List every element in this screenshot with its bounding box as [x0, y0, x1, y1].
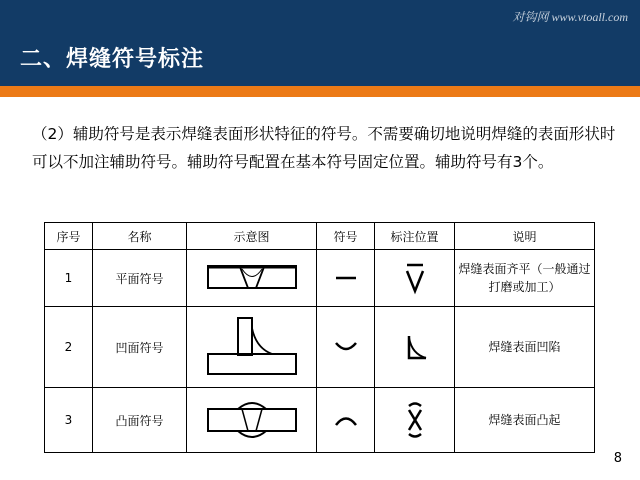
header-description: 说明 — [455, 223, 595, 250]
convex-symbol-position — [375, 388, 455, 453]
flat-weld-diagram-icon — [204, 258, 300, 298]
concave-weld-diagram — [187, 307, 317, 388]
table-row — [45, 307, 595, 388]
convex-weld-diagram-icon — [204, 397, 300, 443]
row-index: 1 — [45, 250, 93, 307]
row-description: 焊缝表面齐平（一般通过打磨或加工） — [455, 250, 595, 307]
accent-bar — [0, 86, 640, 97]
concave-weld-symbol — [317, 307, 375, 388]
convex-symbol-icon — [331, 410, 361, 430]
page-number: 8 — [613, 451, 622, 466]
row-name: 凹面符号 — [93, 307, 187, 388]
flat-weld-symbol — [317, 250, 375, 307]
table-row — [45, 250, 595, 307]
body-paragraph: （2）辅助符号是表示焊缝表面形状特征的符号。不需要确切地说明焊缝的表面形状时可以不加注辅助符号。辅助符号配置在基本符号固定位置。辅助符号有3个。 — [32, 125, 616, 171]
auxiliary-symbol-table — [44, 222, 595, 453]
concave-symbol-position — [375, 307, 455, 388]
slide-title: 二、焊缝符号标注 — [20, 47, 205, 72]
row-description: 焊缝表面凸起 — [455, 388, 595, 453]
flat-position-icon — [400, 261, 430, 295]
header-symbol: 符号 — [317, 223, 375, 250]
row-description: 焊缝表面凹陷 — [455, 307, 595, 388]
row-index: 3 — [45, 388, 93, 453]
row-name: 平面符号 — [93, 250, 187, 307]
convex-weld-symbol — [317, 388, 375, 453]
slide-header — [0, 0, 640, 86]
row-index: 2 — [45, 307, 93, 388]
concave-symbol-icon — [331, 337, 361, 357]
flat-symbol-position — [375, 250, 455, 307]
concave-weld-diagram-icon — [204, 314, 300, 380]
convex-weld-diagram — [187, 388, 317, 453]
table-header-row — [45, 223, 595, 250]
concave-position-icon — [400, 332, 430, 362]
header-index: 序号 — [45, 223, 93, 250]
flat-weld-diagram — [187, 250, 317, 307]
flat-symbol-icon — [331, 268, 361, 288]
header-position: 标注位置 — [375, 223, 455, 250]
watermark: 对钩网 www.vtoall.com — [512, 10, 628, 24]
row-name: 凸面符号 — [93, 388, 187, 453]
table-row — [45, 388, 595, 453]
header-diagram: 示意图 — [187, 223, 317, 250]
convex-position-icon — [400, 400, 430, 440]
header-name: 名称 — [93, 223, 187, 250]
